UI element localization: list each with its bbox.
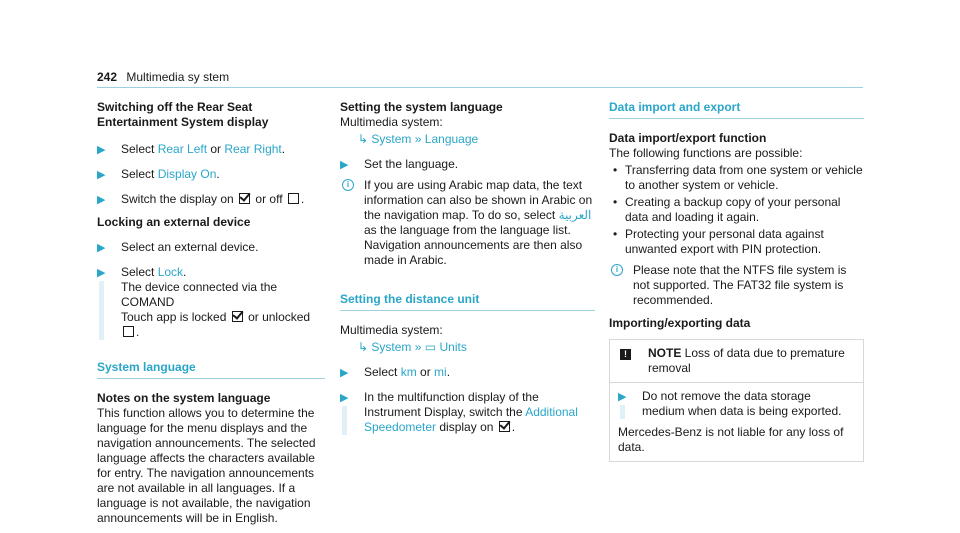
menu-path-units [340, 340, 595, 355]
note-body [610, 383, 863, 461]
path-units[interactable]: Units [439, 340, 467, 354]
header-rule [97, 87, 863, 88]
arrow-icon: ▶ [97, 144, 106, 156]
heading-data-import: Data import/export function [609, 131, 767, 145]
intro-text: The following functions are possible: [609, 146, 803, 160]
link-display-on[interactable]: Display On [157, 167, 217, 181]
link-mi[interactable]: mi [434, 365, 447, 379]
info-icon: i [611, 264, 623, 276]
link-rear-left[interactable]: Rear Left [157, 142, 208, 156]
arrow-icon: ▶ [97, 242, 106, 254]
step-select-unit: ▶ Select km or mi. [340, 365, 451, 379]
path-arrow-icon: ↳ [358, 132, 369, 146]
step-display-on: ▶ Select Display On. [97, 167, 220, 181]
arrow-icon: ▶ [340, 367, 349, 379]
page-number: 242 [97, 70, 118, 84]
info-ntfs: i Please note that the NTFS file system is not supported. The FAT32 file system is recommended. [609, 263, 864, 308]
section-name: Multimedia sy stem [126, 70, 230, 84]
section-title-data-import: Data import and export [609, 100, 741, 114]
list-item: • Transferring data from one system or vehicle to another system or vehicle. [609, 163, 864, 193]
path-system[interactable]: System [371, 340, 412, 354]
step-lock: ▶ Select Lock. The device connected via the COMAND Touch app is locked or unlocked . [97, 265, 311, 339]
arrow-icon: ▶ [97, 194, 106, 206]
heading-locking: Locking an external device [97, 215, 251, 229]
step-additional-speedometer: ▶ In the multifunction display of the Instrument Display, switch the Additional Speedometer display on . [340, 390, 578, 434]
step-bar [342, 406, 347, 435]
path-arrow-icon: ↳ [358, 340, 369, 354]
page-header [97, 70, 229, 85]
link-additional-speedometer[interactable]: Additional Speedometer [364, 405, 578, 434]
note-footer: Mercedes-Benz is not liable for any loss of data. [618, 425, 844, 454]
list-item: • Creating a backup copy of your personal data and loading it again. [609, 195, 864, 225]
checkbox-checked-icon [499, 421, 510, 432]
double-chevron-icon: » [414, 132, 422, 146]
double-chevron-icon: » [414, 340, 422, 354]
step-select-rear: ▶ Select Rear Left or Rear Right. [97, 142, 286, 156]
arrow-icon: ▶ [97, 169, 106, 181]
arrow-icon: ▶ [340, 159, 349, 171]
checkbox-unchecked-icon [288, 193, 299, 204]
checkbox-checked-icon [239, 193, 250, 204]
path-language[interactable]: Language [424, 132, 479, 146]
heading-notes: Notes on the system language [97, 391, 271, 405]
list-item: • Protecting your personal data against unwanted export with PIN protection. [609, 227, 864, 257]
column-3 [609, 100, 864, 462]
heading-setting-language: Setting the system language [340, 100, 503, 114]
info-icon: i [342, 179, 354, 191]
heading-switching-off: Switching off the Rear Seat Entertainment System display [97, 100, 269, 129]
section-rule [340, 310, 595, 311]
link-rear-right[interactable]: Rear Right [224, 142, 282, 156]
section-rule [609, 118, 864, 119]
multimedia-label: Multimedia system: [340, 115, 443, 129]
ruler-icon: ▭ [424, 340, 437, 354]
function-list [609, 163, 864, 257]
arrow-icon: ▶ [340, 392, 349, 404]
menu-path-language [340, 132, 595, 147]
multimedia-label-2: Multimedia system: [340, 323, 443, 337]
path-system[interactable]: System [371, 132, 412, 146]
info-arabic: i If you are using Arabic map data, the text information can also be shown in Arabic on the navigation map. To do so, select العربية as the language from the language list. Navigation announcements are then also made in Arabic. [340, 178, 595, 268]
link-km[interactable]: km [400, 365, 417, 379]
column-2 [340, 100, 595, 435]
step-switch-display: ▶ Switch the display on or off . [97, 192, 305, 206]
arrow-icon: ▶ [97, 267, 106, 279]
step-bar [99, 281, 104, 340]
note-header: ! NOTE Loss of data due to premature removal [610, 340, 863, 383]
section-title-distance-unit: Setting the distance unit [340, 292, 480, 306]
note-box [609, 339, 864, 462]
step-select-device: ▶ Select an external device. [97, 240, 259, 254]
warning-icon: ! [620, 349, 631, 360]
section-rule [97, 378, 325, 379]
link-arabic[interactable]: العربية [558, 208, 592, 222]
heading-importing: Importing/exporting data [609, 316, 751, 330]
checkbox-checked-icon [232, 311, 243, 322]
arrow-icon: ▶ [618, 391, 627, 403]
column-1 [97, 100, 325, 526]
note-label: NOTE [648, 346, 682, 360]
step-bar [620, 405, 625, 419]
notes-body: This function allows you to determine the language for the menu displays and the navigation announcements. The selected language affects the characters available for entry. The navigation announcements are not available in all languages. If a language is not available, the navigation announcements will be in English. [97, 406, 316, 525]
step-set-language: ▶ Set the language. [340, 157, 459, 171]
note-step: ▶ Do not remove the data storage medium when data is being exported. [618, 389, 842, 418]
link-lock[interactable]: Lock [157, 265, 184, 279]
section-title-system-language: System language [97, 360, 196, 374]
checkbox-unchecked-icon [123, 326, 134, 337]
